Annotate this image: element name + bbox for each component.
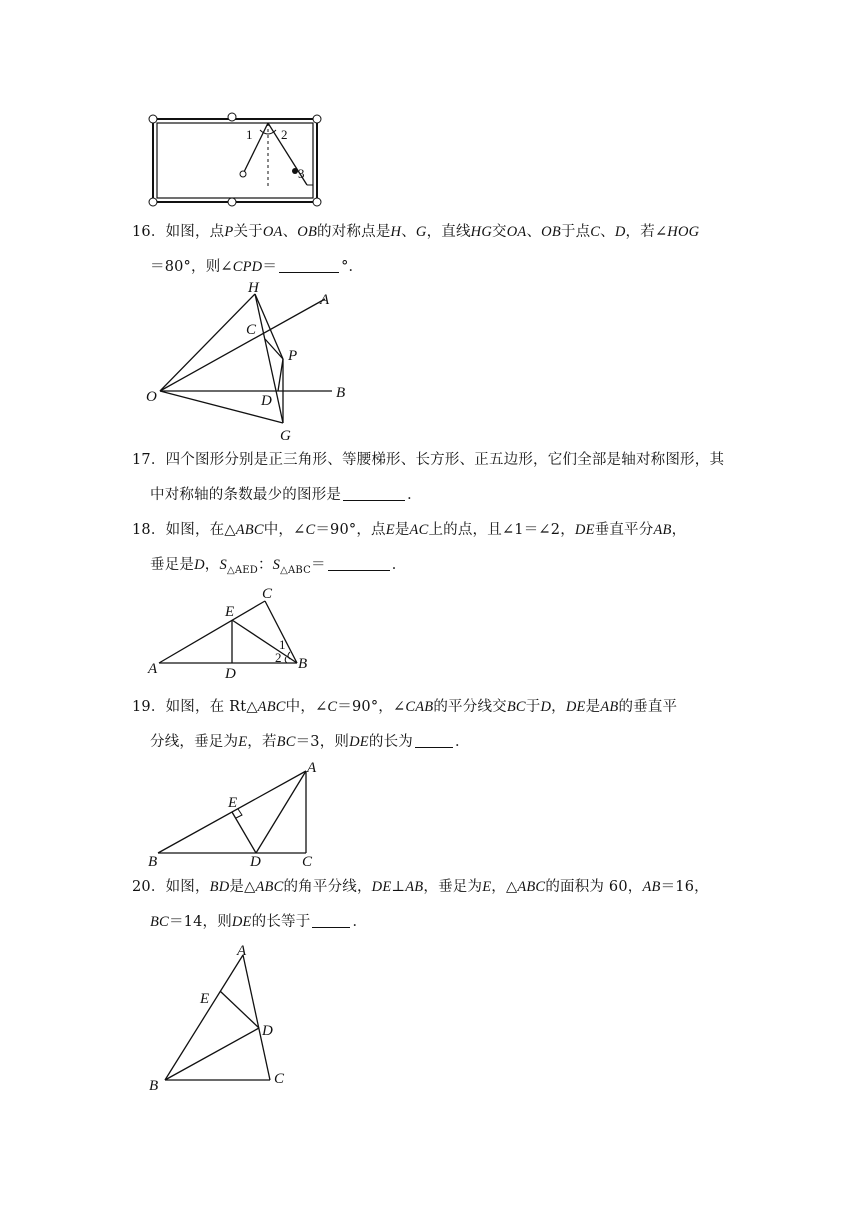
label-G: G bbox=[280, 428, 291, 443]
answer-blank bbox=[312, 913, 350, 928]
label-A: A bbox=[307, 760, 317, 776]
label-B: B bbox=[148, 854, 158, 867]
label-D: D bbox=[262, 1023, 273, 1039]
label-E: E bbox=[225, 604, 235, 620]
answer-blank bbox=[279, 258, 339, 273]
figure-q20 bbox=[140, 938, 300, 1096]
question-number: 17． bbox=[132, 452, 166, 468]
label-C: C bbox=[302, 854, 313, 867]
label-E: E bbox=[228, 795, 238, 811]
label-A: A bbox=[237, 943, 247, 959]
answer-blank bbox=[343, 486, 405, 501]
label-D: D bbox=[261, 393, 272, 409]
label-C: C bbox=[246, 322, 257, 338]
label-H: H bbox=[248, 280, 259, 296]
label-B: B bbox=[336, 385, 346, 401]
question-20: 20．如图，BD是△ABC的角平分线，DE⊥AB，垂足为E，△ABC的面积为 60，AB＝16， BC＝14，则DE的长等于 ． bbox=[132, 879, 709, 930]
label-D: D bbox=[250, 854, 261, 867]
question-19: 19．如图，在 Rt△ABC中，∠C＝90°，∠CAB的平分线交BC于D，DE是AB的垂直平 分线，垂足为E，若BC＝3，则DE的长为 ． bbox=[132, 699, 678, 750]
question-number: 18． bbox=[132, 522, 166, 538]
figure-q16 bbox=[140, 278, 360, 443]
angle-3-label: 3 bbox=[298, 166, 305, 181]
label-A: A bbox=[320, 292, 330, 308]
answer-blank bbox=[328, 556, 390, 571]
label-B: B bbox=[149, 1078, 159, 1094]
angle-1-label: 1 bbox=[279, 637, 286, 652]
figure-billiard-table bbox=[140, 110, 330, 210]
label-A: A bbox=[148, 661, 158, 677]
question-18: 18．如图，在△ABC中，∠C＝90°，点E是AC上的点，且∠1＝∠2，DE垂直平分AB， 垂足是D，$S_{\triangle AED}$：$S_{\triangle ABC}=$ ． bbox=[132, 522, 687, 576]
label-B: B bbox=[298, 656, 308, 672]
angle-2-label: 2 bbox=[281, 127, 288, 142]
label-E: E bbox=[200, 991, 210, 1007]
figure-q19 bbox=[142, 757, 327, 867]
label-P: P bbox=[288, 348, 298, 364]
label-C: C bbox=[262, 586, 273, 602]
question-17: 17．四个图形分别是正三角形、等腰梯形、长方形、正五边形，它们全部是轴对称图形，其 中对称轴的条数最少的图形是 ． bbox=[132, 452, 725, 503]
question-number: 16． bbox=[132, 224, 166, 240]
angle-1-label: 1 bbox=[246, 127, 253, 142]
label-D: D bbox=[225, 666, 236, 680]
angle-2-label: 2 bbox=[275, 650, 282, 665]
question-number: 20． bbox=[132, 879, 166, 895]
label-C: C bbox=[274, 1071, 285, 1087]
answer-blank bbox=[415, 733, 453, 748]
question-16: 16．如图，点P关于OA、OB的对称点是H、G，直线HG交OA、OB于点C、D，若∠HOG ＝80°，则∠CPD＝ °． bbox=[132, 224, 700, 275]
question-number: 19． bbox=[132, 699, 166, 715]
label-O: O bbox=[146, 389, 157, 405]
figure-q18 bbox=[145, 585, 320, 680]
